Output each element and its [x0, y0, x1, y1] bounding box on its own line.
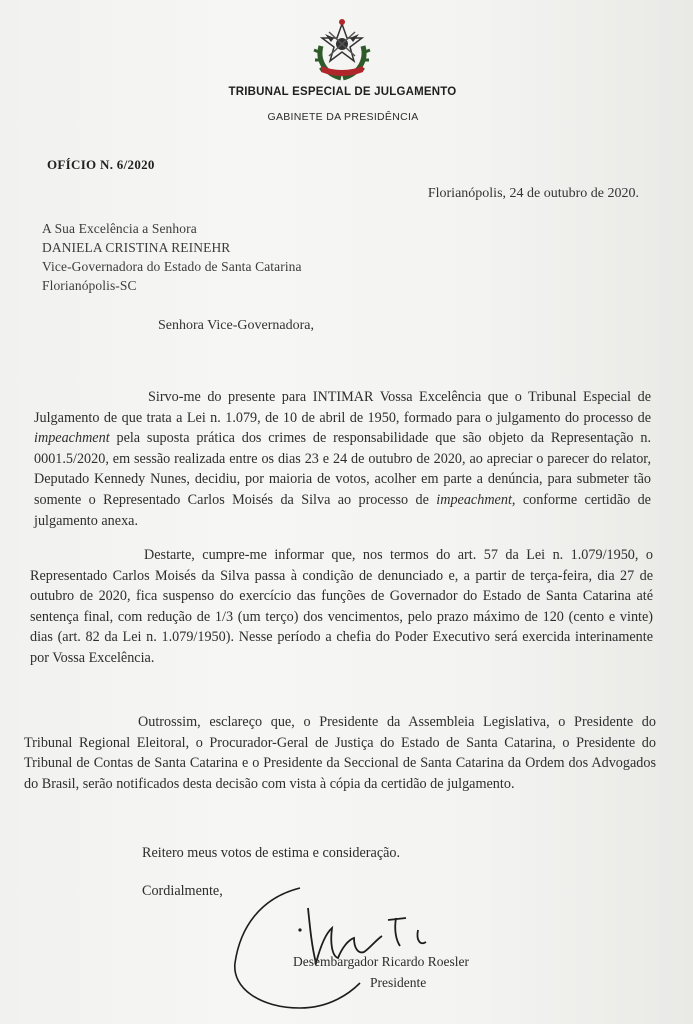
- addressee-line: Florianópolis-SC: [42, 278, 137, 293]
- addressee-block: [42, 219, 302, 295]
- signer-name: Desembargador Ricardo Roesler: [293, 954, 469, 969]
- paragraph-3: Outrossim, esclareço que, o Presidente da Assembleia Legislativa, o Presidente do Tribunal Regional Eleitoral, o Procurador-Geral de Justiça do Estado de Santa Catarina, o Presidente do Tribunal de Contas de Santa Catarina e o Presidente da Seccional de Santa Catarina da Ordem dos Advogados do Brasil, serão notificados desta decisão com vista à cópia da certidão de julgamento.: [24, 714, 656, 792]
- coat-of-arms-icon: [307, 16, 377, 84]
- signature-icon: [220, 868, 490, 1018]
- office-subtitle: GABINETE DA PRESIDÊNCIA: [267, 111, 419, 123]
- addressee-line: A Sua Excelência a Senhora: [42, 221, 197, 236]
- document-reference: OFÍCIO N. 6/2020: [47, 157, 155, 172]
- dateline: Florianópolis, 24 de outubro de 2020.: [427, 186, 639, 201]
- addressee-line: DANIELA CRISTINA REINEHR: [42, 240, 231, 255]
- salutation: Senhora Vice-Governadora,: [158, 318, 314, 333]
- institution-title: TRIBUNAL ESPECIAL DE JULGAMENTO: [228, 86, 457, 98]
- paragraph-1: Sirvo-me do presente para INTIMAR Vossa Excelência que o Tribunal Especial de Julgamento de que trata a Lei n. 1.079, de 10 de abril de 1950, formado para o julgamento do processo de impeachment pela suposta prática dos crimes de responsabilidade que são objeto da Representação n. 0001.5/2020, em sessão realizada entre os dias 23 e 24 de outubro de 2020, ao apreciar o parecer do relator, Deputado Kennedy Nunes, decidiu, por maioria de votos, acolher em parte a denúncia, para submeter tão somente o Representado Carlos Moisés da Silva ao processo de impeachment, conforme certidão de julgamento anexa.: [34, 389, 651, 529]
- addressee-line: Vice-Governadora do Estado de Santa Catarina: [42, 259, 302, 274]
- closing-salutation: Cordialmente,: [142, 883, 223, 899]
- closing-regards: Reitero meus votos de estima e consideração.: [142, 845, 401, 861]
- signer-role: Presidente: [370, 975, 427, 990]
- paragraph-2: Destarte, cumpre-me informar que, nos termos do art. 57 da Lei n. 1.079/1950, o Representado Carlos Moisés da Silva passa à condição de denunciado e, a partir de terça-feira, dia 27 de outubro de 2020, fica suspenso do exercício das funções de Governador do Estado de Santa Catarina até sentença final, com redução de 1/3 (um terço) dos vencimentos, pelo prazo máximo de 120 (cento e vinte) dias (art. 82 da Lei n. 1.079/1950). Nesse período a chefia do Poder Executivo será exercida interinamente por Vossa Excelência.: [30, 547, 653, 666]
